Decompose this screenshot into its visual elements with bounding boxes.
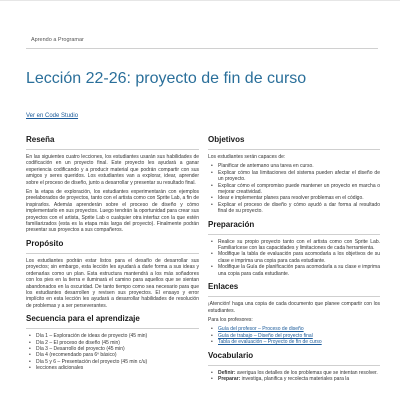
bullet-icon: • [211, 264, 213, 271]
list-item: • Día 5 y 6 – Presentación del proyecto (45 min c/u) [29, 358, 148, 365]
list-item: • Explicar cómo las limitaciones del sistema pueden afectar el diseño de un proyecto. [211, 169, 380, 183]
preparacion-heading: Preparación [208, 219, 255, 229]
section-divider [208, 296, 380, 297]
secuencia-heading: Secuencia para el aprendizaje [26, 314, 140, 324]
bullet-icon: • [29, 365, 31, 372]
resena-paragraph-1: En las siguientes cuatro lecciones, los estudiantes usarán sus habilidades de codificación en un proyecto final. Este proyecto les ayudará a ganar experiencia codificando y a producir material que podrán compartir con sus amigos y seres queridos. Los estudiantes van a explorar, idear, aprender sobre el proceso de diseño, junto a desarrollar y presentar su resultado final. [26, 154, 199, 186]
list-item: • Día 3 – Desarrollo del proyecto (45 min) [29, 345, 125, 352]
vocabulario-list [208, 370, 380, 383]
page-title: Lección 22-26: proyecto de fin de curso [26, 70, 307, 87]
secuencia-list [26, 333, 199, 371]
secuencia-section [26, 314, 199, 371]
bullet-icon: • [29, 358, 31, 365]
objetivos-heading: Objetivos [208, 135, 245, 144]
list-item: • Día 1 – Exploración de ideas de proyecto (45 min) [29, 333, 148, 340]
bullet-icon: • [211, 201, 213, 208]
header-divider [26, 48, 378, 49]
vocab-term: Definir: [218, 369, 236, 376]
section-divider [208, 234, 380, 235]
bullet-icon: • [211, 369, 213, 376]
left-column [26, 135, 199, 377]
list-item: • Explicar el proceso de diseño y cómo ayudó a dar forma al resultado final de su proyecto. [211, 201, 380, 215]
enlaces-subheading: Para los profesores: [208, 316, 253, 323]
proposito-paragraph: Los estudiantes podrán estar listos para el desafío de desarrollar sus proyectos; sin embargo, esta lección les ayudará a darle forma a sus ideas y ordenarlas como un plan. Esta estructura mantendrá a los más soñadores con los pies en la tierra e iluminará el camino para aquellos que se sientan abandonados en la oscuridad. De tanto tiempo como sea necesario para que los estudiantes desarrollen y revisen sus proyectos. El ensayo y error implícito en esta lección les ayudará a desarrollar habilidades de resolución de problemas y a ser perseverantes. [26, 257, 199, 309]
enlaces-list [208, 326, 380, 345]
list-item: • Idear e implementar planes para resolver problemas en el código. [211, 195, 364, 202]
list-item: • Día 2 – El proceso de diseño (45 min) [29, 339, 120, 346]
objetivos-section [208, 135, 380, 215]
bullet-icon: • [211, 169, 213, 176]
resena-paragraph-2: En la etapa de exploración, los estudiantes experimentarán con ejemplos preelaborados de proyectos, tanto con el artista como con Sprite Lab, a fin de inspirarlos. Además aprenderán sobre el proceso de diseño y cómo implementarlo en sus proyectos. Luego tendrán la oportunidad para crear sus proyectos con el artista, Sprite Lab o cualquier otra interfaz con la que estén familiarizados (esta es la etapa más larga del proyecto). Finalmente podrán presentar sus proyectos a sus compañeros. [26, 189, 199, 234]
list-item: • Planificar de antemano una tarea en curso. [211, 163, 314, 170]
resena-heading: Reseña [26, 135, 55, 144]
objetivos-intro: Los estudiantes serán capaces de: [208, 154, 286, 160]
proposito-heading: Propósito [26, 238, 64, 248]
tabla-evaluacion-link[interactable]: Tabla de evaluación – Proyecto de fin de curso [218, 339, 322, 346]
list-item [208, 339, 380, 345]
objetivos-list [208, 163, 380, 214]
vocab-definition: averigua los detalles de los problemas que se intentan resolver. [235, 369, 378, 376]
enlaces-section [208, 282, 380, 345]
vocab-definition: investiga, planifica y recolecta materiales para la [240, 375, 350, 382]
section-divider [26, 328, 199, 329]
vocabulario-heading: Vocabulario [208, 350, 254, 360]
right-column [208, 135, 380, 387]
bullet-icon: • [211, 332, 213, 339]
section-divider [26, 149, 199, 150]
list-item [208, 376, 380, 382]
list-item: • Modifique la tabla de evaluación para acomodarla a los objetivos de su clase e imprima una copia para cada estudiante. [211, 251, 380, 264]
top-border [0, 0, 400, 1]
code-studio-link[interactable]: Ver en Code Studio [26, 113, 79, 119]
bullet-icon: • [211, 163, 213, 170]
bullet-icon: • [29, 345, 31, 352]
list-item: • Explicar cómo el compromiso puede mantener un proyecto en marcha o mejorar creatividad. [211, 182, 380, 196]
preparacion-section [208, 220, 380, 277]
vocabulario-section [208, 351, 380, 383]
resena-section [26, 135, 199, 234]
bullet-icon: • [211, 238, 213, 245]
enlaces-intro: ¡Atención! haga una copia de cada documento que planee compartir con los estudiantes. [208, 301, 380, 314]
bullet-icon: • [211, 251, 213, 258]
preparacion-list [208, 239, 380, 277]
bullet-icon: • [211, 195, 213, 202]
proposito-section [26, 239, 199, 309]
bullet-icon: • [211, 326, 213, 333]
bullet-icon: • [29, 339, 31, 346]
bullet-icon: • [211, 182, 213, 189]
section-divider [26, 253, 199, 254]
vocab-term: Preparar: [218, 375, 241, 382]
list-item: • lecciones adicionales [29, 365, 84, 372]
list-item: • Realice su propio proyecto tanto con el artista como con Sprite Lab. Familiarícese con las capacidades y limitaciones de cada herramienta. [211, 238, 380, 252]
bullet-icon: • [211, 339, 213, 346]
list-item: • Modifique la Guía de planificación para acomodarla a su clase e imprima una copia para cada estudiante. [211, 264, 380, 277]
bullet-icon: • [29, 352, 31, 359]
enlaces-heading: Enlaces [208, 282, 239, 292]
section-divider [208, 365, 380, 366]
section-divider [208, 149, 380, 150]
guia-profesor-link[interactable]: Guía del profesor – Proceso de diseño [218, 326, 304, 333]
guia-trabajo-link[interactable]: Guía de trabajo – Diseño del proyecto final [218, 332, 313, 339]
bullet-icon: • [29, 333, 31, 340]
course-name: Aprendo a Programar [31, 37, 84, 43]
list-item: • Día 4 (recomendado para 6º básico) [29, 352, 117, 359]
bullet-icon: • [211, 375, 213, 382]
